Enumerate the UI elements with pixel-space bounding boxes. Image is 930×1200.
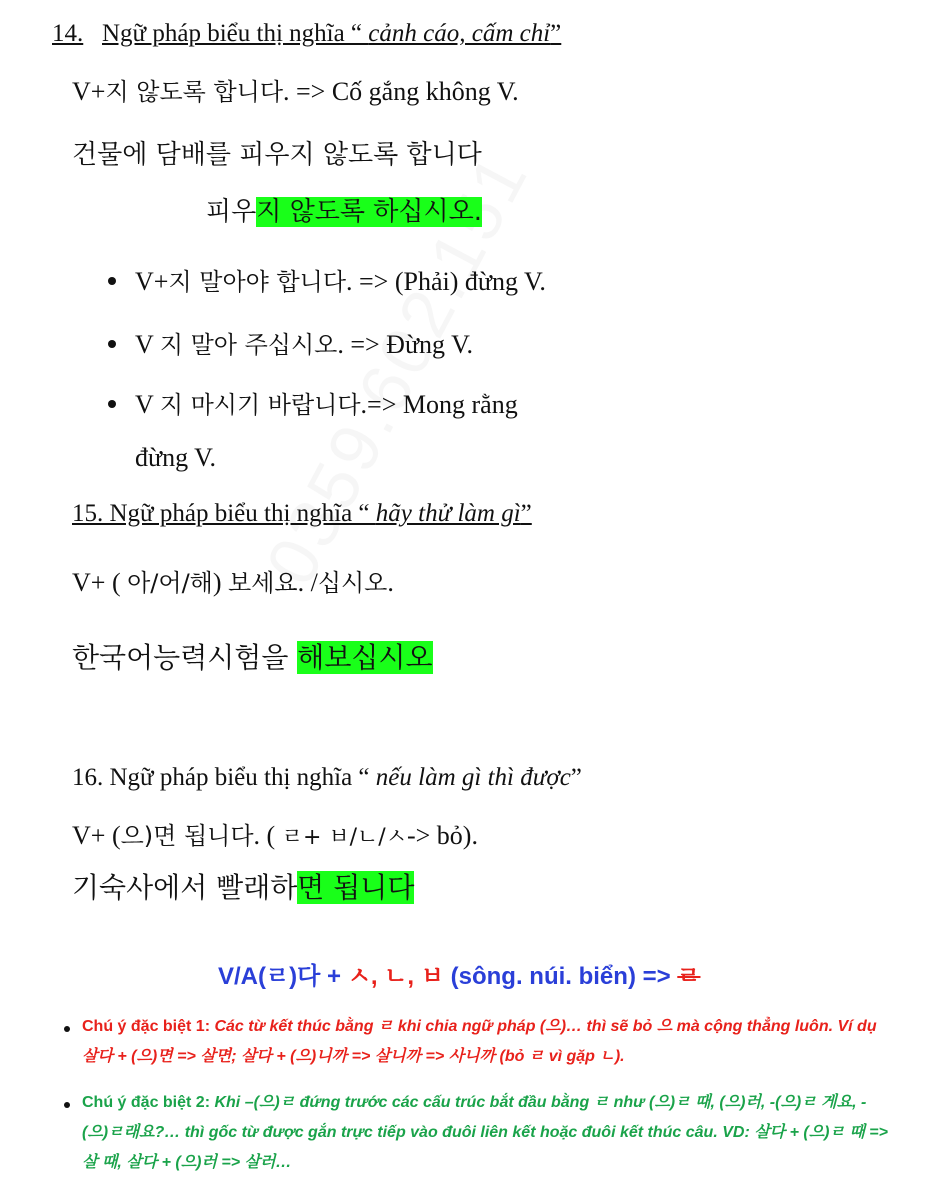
section-14-pattern bbox=[72, 72, 519, 107]
bullet-korean: 지 말아 주십시오 bbox=[159, 331, 338, 359]
section-15-title-prefix: 15. Ngữ pháp biểu thị nghĩa “ bbox=[72, 500, 376, 527]
example-highlight: 지 않도록 하십시오. bbox=[256, 197, 482, 227]
section-14-bullet-3-continued: đừng V. bbox=[135, 443, 217, 472]
section-15-example bbox=[72, 634, 433, 682]
pattern-korean: 으)면 됩니다 bbox=[120, 822, 254, 850]
pattern-korean: 아/어/해 bbox=[127, 569, 213, 597]
note-2-label: Chú ý đặc biệt 2: bbox=[82, 1094, 215, 1111]
rule-struck-letter: ㄹ bbox=[677, 963, 701, 990]
section-14-title-suffix: ” bbox=[550, 20, 562, 47]
pattern-korean-2: 보세요 bbox=[228, 569, 298, 597]
pattern-end: . bbox=[387, 568, 394, 597]
section-16-title-italic: nếu làm gì thì được bbox=[375, 764, 571, 791]
section-16-example bbox=[72, 864, 414, 912]
pattern-sep: ) bbox=[212, 568, 229, 597]
section-15-pattern bbox=[72, 563, 394, 598]
section-14-title-prefix: Ngữ pháp biểu thị nghĩa “ bbox=[102, 20, 369, 47]
example-prefix: 한국어능력시험을 bbox=[72, 641, 298, 674]
pattern-korean-3: 십시오 bbox=[317, 569, 388, 597]
pattern-korean-2: ㄹ+ ㅂ/ㄴ/ㅅ bbox=[281, 825, 407, 850]
rule-part-red: ㅅ, ㄴ, ㅂ bbox=[347, 963, 444, 990]
pattern-prefix: V+ bbox=[72, 77, 106, 106]
rule-part-blue-2: (sông. núi. biển) => bbox=[443, 963, 678, 990]
bullet-dot bbox=[108, 340, 116, 348]
section-15-title-suffix: ” bbox=[520, 500, 532, 527]
pattern-korean: 지 않도록 합니다 bbox=[105, 78, 283, 106]
bullet-prefix: V bbox=[135, 330, 160, 359]
section-16-title-prefix: 16. Ngữ pháp biểu thị nghĩa “ bbox=[72, 764, 376, 791]
section-14-heading bbox=[52, 20, 561, 48]
note-2 bbox=[82, 1088, 892, 1178]
section-14-example-2 bbox=[206, 188, 482, 236]
rule-line bbox=[218, 956, 700, 991]
pattern-meaning: -> bỏ). bbox=[406, 821, 478, 850]
example-prefix: 피우 bbox=[206, 197, 257, 227]
example-prefix: 기숙사에서 빨래하 bbox=[72, 871, 298, 904]
note-bullet bbox=[64, 1102, 70, 1108]
section-15-title-italic: hãy thử làm gì bbox=[375, 500, 521, 527]
example-highlight: 해보십시오 bbox=[297, 641, 433, 674]
section-14-bullet-1 bbox=[135, 262, 546, 297]
bullet-dot bbox=[108, 277, 116, 285]
bullet-meaning: .=> Mong rằng bbox=[360, 390, 518, 419]
rule-part-blue: V/A(ㄹ)다 + bbox=[218, 963, 348, 990]
section-14-bullet-3 bbox=[135, 385, 518, 420]
bullet-korean: 지 말아야 합니다 bbox=[168, 268, 346, 296]
bullet-korean: 지 마시기 바랍니다 bbox=[159, 391, 361, 419]
section-16-heading bbox=[72, 764, 582, 792]
bullet-dot bbox=[108, 400, 116, 408]
section-15-heading bbox=[72, 500, 532, 528]
section-14-title-italic: cảnh cáo, cấm chỉ bbox=[368, 20, 551, 47]
section-14-example-1: 건물에 담배를 피우지 않도록 합니다 bbox=[72, 140, 482, 170]
note-1 bbox=[82, 1012, 892, 1072]
pattern-prefix: V+ ( bbox=[72, 821, 121, 850]
section-16-pattern bbox=[72, 816, 478, 851]
example-highlight: 면 됩니다 bbox=[297, 871, 415, 904]
pattern-sep: . ( bbox=[253, 821, 282, 850]
bullet-meaning: . => Đừng V. bbox=[337, 330, 474, 359]
section-14-bullet-2 bbox=[135, 325, 473, 360]
pattern-meaning: . => Cố gắng không V. bbox=[283, 77, 519, 106]
section-14-number: 14. bbox=[52, 20, 84, 47]
bullet-prefix: V+ bbox=[135, 267, 169, 296]
note-1-body: Các từ kết thúc bằng ㄹ khi chia ngữ pháp (으)… thì sẽ bỏ 으 mà cộng thẳng luôn. Ví dụ 살다 + (으)면 => 살면; 살다 + (으)니까 => 살니까 => 사니까 (bỏ ㄹ vì gặp ㄴ). bbox=[82, 1018, 877, 1065]
pattern-sep-2: . / bbox=[297, 568, 318, 597]
bullet-prefix: V bbox=[135, 390, 160, 419]
note-1-label: Chú ý đặc biệt 1: bbox=[82, 1018, 215, 1035]
section-16-title-suffix: ” bbox=[570, 764, 582, 791]
note-bullet bbox=[64, 1026, 70, 1032]
bullet-meaning: . => (Phải) đừng V. bbox=[346, 267, 546, 296]
pattern-prefix: V+ ( bbox=[72, 568, 128, 597]
note-2-body: Khi –(으)ㄹ đứng trước các cấu trúc bắt đầu bằng ㄹ như (으)ㄹ 때, (으)러, -(으)ㄹ 게요, -(으)ㄹ래요?… thì gốc từ được gắn trực tiếp vào đuôi liên kết hoặc đuôi kết thúc câu. VD: 살다 + (으)ㄹ 때 => 살 때, 살다 + (으)러 => 살러… bbox=[82, 1094, 888, 1171]
